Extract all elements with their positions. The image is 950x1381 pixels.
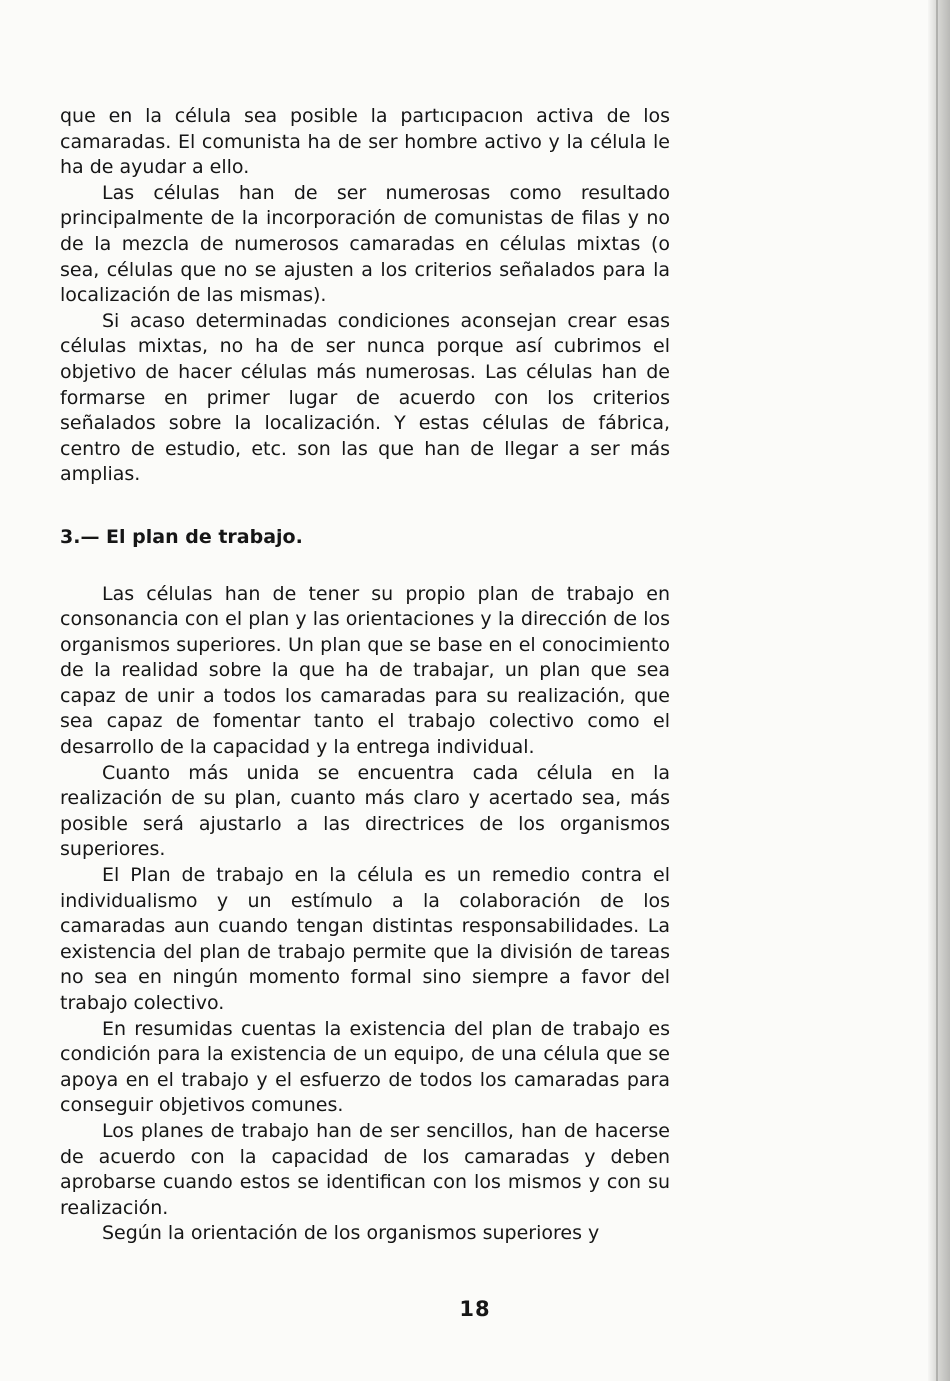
scan-binding-line: [936, 0, 938, 1381]
section-paragraph-5: Los planes de trabajo han de ser sencillos, han de hacerse de acuerdo con la capacidad de los camaradas y deben aprobarse cuando estos se identifican con los mismos y con su realización.: [60, 1119, 670, 1219]
page-body: [60, 104, 670, 1247]
paragraph-1: que en la célula sea posible la partıcıpacıon activa de los camaradas. El comunista ha de ser hombre activo y la célula le ha de ayudar a ello.: [60, 105, 670, 179]
section-paragraph-4: En resumidas cuentas la existencia del plan de trabajo es condición para la existencia de un equipo, de una célula que se apoya en el trabajo y el esfuerzo de todos los camaradas para conseguir objetivos comunes.: [60, 1017, 670, 1117]
scan-page-edge: [928, 0, 950, 1381]
page-number: 18: [459, 1297, 491, 1321]
paragraph-2: Las células han de ser numerosas como resultado principalmente de la incorporación de comunistas de filas y no de la mezcla de numerosos camaradas en células mixtas (o sea, células que no se ajusten a los criterios señalados para la localización de las mismas).: [60, 181, 670, 307]
section-paragraph-1: Las células han de tener su propio plan de trabajo en consonancia con el plan y las orientaciones y la dirección de los organismos superiores. Un plan que se base en el conocimiento de la realidad sobre la que ha de trabajar, un plan que sea capaz de unir a todos los camaradas para su realización, que sea capaz de fomentar tanto el trabajo colectivo como el desarrollo de la capacidad y la entrega individual.: [60, 582, 670, 759]
section-heading: 3.— El plan de trabajo.: [60, 525, 303, 548]
section-paragraph-2: Cuanto más unida se encuentra cada célula en la realización de su plan, cuanto más claro y acertado sea, más posible será ajustarlo a las directrices de los organismos superiores.: [60, 761, 670, 861]
section-paragraph-3: El Plan de trabajo en la célula es un remedio contra el individualismo y un estímulo a la colaboración de los camaradas aun cuando tengan distintas responsabilidades. La existencia del plan de trabajo permite que la división de tareas no sea en ningún momento formal sino siempre a favor del trabajo colectivo.: [60, 864, 670, 1014]
section-paragraph-6: Según la orientación de los organismos superiores y: [102, 1222, 600, 1245]
paragraph-3: Si acaso determinadas condiciones aconsejan crear esas células mixtas, no ha de ser nunca porque así cubrimos el objetivo de hacer células más numerosas. Las células han de formarse en primer lugar de acuerdo con los criterios señalados sobre la localización. Y estas células de fábrica, centro de estudio, etc. son las que han de llegar a ser más amplias.: [60, 309, 670, 486]
